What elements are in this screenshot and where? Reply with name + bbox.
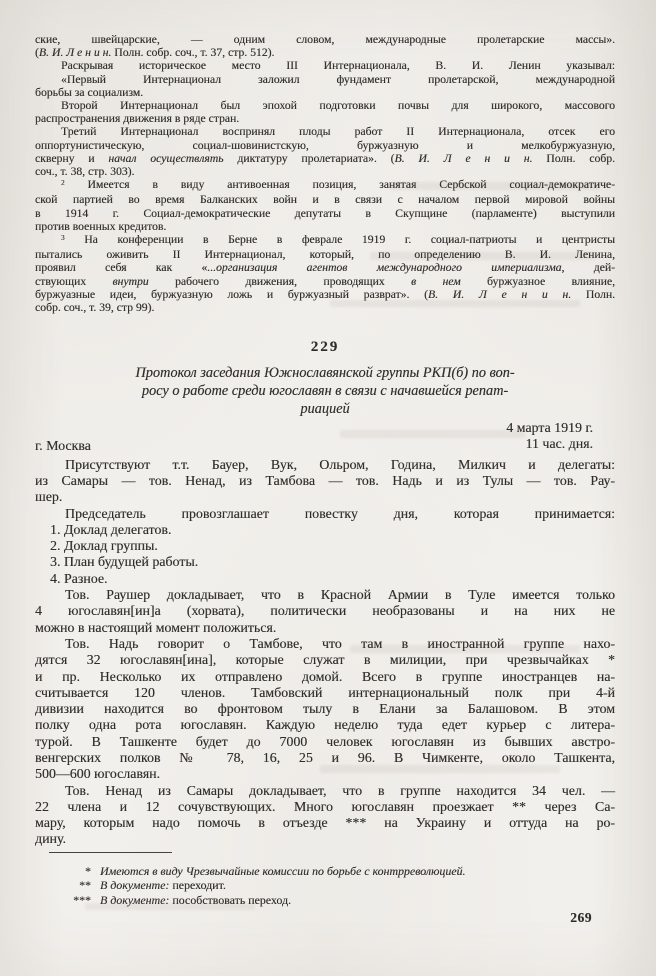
text-line: 4. Разное.	[50, 571, 108, 587]
text-line: Второй Интернационал был эпохой подготовки почвы для широкого, массового	[61, 99, 615, 113]
dateline	[35, 420, 615, 456]
text-line: ** В документе: переходит.	[35, 878, 615, 893]
text-line: дину.	[35, 832, 66, 848]
text-line: ствующих внутри рабочего движения, проводящих в нем буржуазное влияние,	[35, 274, 615, 288]
text-line: полку одна рота югославян. Каждую неделю туда едет курьер с литера-	[35, 718, 615, 734]
document-number: 229	[310, 339, 340, 356]
text-line: собр. соч., т. 39, стр 99).	[35, 301, 155, 315]
text-line: Председатель провозглашает повестку дня, которая принимается:	[65, 506, 615, 522]
text-line: дятся 32 югославян[ина], которые служат в милиции, при чрезвычайках *	[35, 653, 615, 669]
text-line: борьбы за социализм.	[35, 85, 144, 99]
text-line: * Имеются в виду Чрезвычайные комиссии по борьбе с контрреволюцией.	[35, 864, 615, 879]
text-line: $^2$ Имеется в виду антивоенная позиция, занятая Сербской социал-демократиче-	[61, 178, 615, 192]
footnote-marker: ***	[73, 892, 91, 907]
text-line: считывается 120 членов. Тамбовский интернациональный полк при 4-й	[35, 685, 615, 701]
text-line: риацией	[300, 400, 350, 417]
footnote-block	[35, 864, 615, 908]
footnote-separator	[49, 852, 172, 853]
date-time-block	[506, 421, 593, 454]
text-line: 3. План будущей работы.	[50, 555, 199, 571]
footnote-marker: **	[79, 878, 91, 893]
footnote-marker: *	[85, 863, 91, 878]
text-line: (В. И. Л е н и н. Полн. собр. соч., т. 37, стр. 512).	[35, 46, 275, 60]
text-line: ские, швейцарские, — одним словом, международные пролетарские массы».	[35, 33, 615, 46]
text-line: Тов. Раушер докладывает, что в Красной Армии в Туле имеется только	[65, 588, 615, 604]
text-line: 4 югославян[ин]а (хорвата), политически необразованы и на них не	[35, 604, 615, 620]
time-label: 11 час. дня.	[525, 437, 593, 453]
text-line: венгерских полков № 78, 16, 25 и 96. В Чимкенте, около Ташкента,	[35, 751, 615, 766]
text-line: проявил себя как «...организация агентов международного империализма, дей-	[35, 261, 616, 275]
text-line: можно в настоящий момент положиться.	[35, 620, 277, 636]
text-line: $^3$ На конференции в Берне в феврале 1919 г. социал-патриоты и центристы	[61, 233, 615, 247]
text-line: Тов. Ненад из Самары докладывает, что в группе находится 34 чел. —	[65, 783, 615, 799]
text-line: Третий Интернационал воспринял плоды работ II Интернационала, отсек его	[61, 125, 615, 139]
text-line: из Самары — тов. Ненад, из Тамбова — тов. Надь и из Тулы — тов. Рау-	[35, 473, 615, 489]
top-footnote-block	[35, 33, 615, 314]
place-label: г. Москва	[35, 438, 91, 454]
text-line: в 1914 г. Социал-демократические депутаты в Скупщине (парламенте) выступили	[35, 206, 615, 220]
text-line: «Первый Интернационал заложил фундамент пролетарской, международной	[61, 72, 615, 86]
text-line: Раскрывая историческое место III Интернационала, В. И. Ленин указывал:	[61, 59, 615, 73]
text-line: распространения движения в ряде стран.	[35, 112, 240, 126]
text-line: Протокол заседания Южнославянской группы РКП(б) по воп-	[135, 365, 515, 382]
text-line: 1. Доклад делегатов.	[50, 522, 172, 538]
body-text-block	[35, 458, 615, 849]
text-line: пытались оживить II Интернационал, который, по определению В. И. Ленина,	[35, 248, 615, 262]
text-line: шер.	[35, 490, 63, 506]
text-line: мару, которым надо помочь в отъезде *** на Украину и оттуда на ро-	[35, 816, 615, 832]
text-line: росу о работе среди югославян в связи с начавшейся репат-	[141, 383, 509, 400]
text-line: 2. Доклад группы.	[50, 539, 158, 555]
text-line: против военных кредитов.	[35, 219, 167, 233]
text-line: турой. В Ташкенте будет до 7000 человек югославян из бывших австро-	[35, 734, 615, 750]
text-line: 22 члена и 12 сочувствующих. Много югославян проезжает ** через Са-	[35, 799, 615, 815]
text-line: ской партией во время Балканских войн и в связи с началом первой мировой войны	[35, 193, 615, 207]
text-line: скверну и начал осуществлять диктатуру пролетариата». (В. И. Л е н и н. Полн. собр.	[35, 151, 616, 165]
text-line: Присутствуют т.т. Бауер, Вук, Ольром, Година, Милкич и делегаты:	[65, 457, 615, 473]
text-line: Тов. Надь говорит о Тамбове, что там в иностранной группе нахо-	[65, 636, 615, 652]
text-line: буржуазные идеи, буржуазную ложь и буржуазный разврат». (В. И. Л е н и н. Полн.	[35, 287, 616, 301]
document-title	[35, 365, 615, 418]
text-line: дивизии находится во фронтовом тылу в Елани за Балашовом. В этом	[35, 702, 615, 718]
text-line: оппортунистическую, социал-шовинистскую, буржуазную и мелкобуржуазную,	[35, 138, 615, 152]
text-line: *** В документе: пособствовать переход.	[35, 893, 615, 908]
date-label: 4 марта 1919 г.	[506, 420, 593, 436]
text-line: соч., т. 38, стр. 303).	[35, 165, 135, 179]
page-number: 269	[570, 910, 592, 925]
text-line: 500—600 югославян.	[35, 767, 160, 783]
text-line: и пр. Несколько их отправлено домой. Всего в группе иностранцев на-	[35, 669, 615, 685]
